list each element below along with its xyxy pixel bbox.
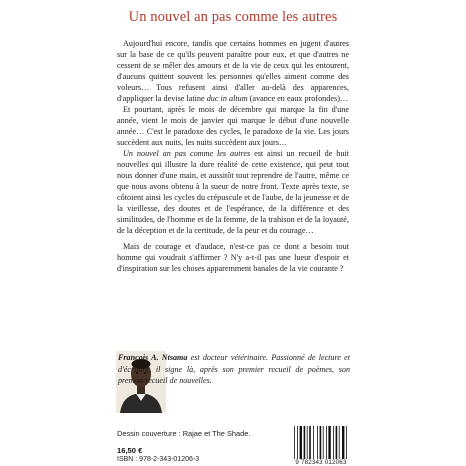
barcode-bar [328, 426, 330, 459]
barcode-bar [307, 426, 308, 459]
barcode-bar [309, 426, 311, 459]
cover-credit: Dessin couverture : Rajae et The Shade. [117, 429, 251, 438]
barcode-bar [326, 426, 327, 459]
barcode-bar [320, 426, 322, 459]
back-cover-text [117, 38, 349, 274]
author-bio-text: est docteur vétérinaire. Passionné de lecture et d'écriture, il signe là, après son premier recueil de poèmes, son premier recueil de nouvelles. [118, 353, 350, 385]
barcode-bar [346, 426, 347, 459]
paragraph-2: Et pourtant, après le mois de décembre qui marque la fin d'une année, vient le mois de janvier qui marque le début d'une nouvelle année… C'est le paradoxe des cycles, le paradoxe de la vie. Les jours succèdent aux nuits, les nuits succèdent aux jours… [117, 105, 349, 147]
barcode-number: 9 782343 012063 [292, 459, 350, 466]
author-bio [118, 352, 350, 387]
isbn: ISBN : 978-2-343-01206-3 [117, 456, 200, 463]
paragraph-1-end: (avance en eaux profondes)… [247, 94, 349, 103]
barcode-bar [339, 426, 340, 459]
book-title: Un nouvel an pas comme les autres [128, 9, 338, 25]
barcode-bar [294, 426, 295, 459]
barcode-icon [292, 426, 350, 459]
paragraph-3 [117, 148, 349, 236]
paragraph-3-text: est ainsi un recueil de huit nouvelles qui illustre la dure réalité de cette existence, qui peut tout nous donner d'une main, et aussitôt tout reprendre de l'autre, même ce que nous avons obtenu à la sueur de notre front. Texte après texte, se côtoient ainsi les cycles du crépuscule et de l'aube, de la jeunesse et de la vieillesse, des doutes et de l'espérance, de la différence et des similitudes, de l'homme et de la femme, de la trahison et de la loyauté, de la déception et de la certitude, de la peur et du courage… [117, 149, 350, 235]
barcode-bar [333, 426, 334, 459]
barcode [292, 426, 350, 466]
barcode-bar [313, 426, 314, 459]
paragraph-1-text: Aujourd'hui encore, tandis que certains hommes en jugent d'autres sur la base de ce qu'ils peuvent paraître pour eux, et que d'autres ne cessent de se mêler des amours et de la vie de ceux qui les entourent, d'aucuns quittent souvent les personnes qu'elles aiment comme des voleurs… Tous refusent ainsi d'aller au-delà des apparences, d'appliquer la devise latine [117, 39, 349, 103]
price: 16,50 € [117, 446, 143, 455]
book-title-inline: Un nouvel an pas comme les autres [123, 149, 251, 158]
barcode-bar [323, 426, 324, 459]
barcode-bar [317, 426, 318, 459]
latin-motto: duc in altum [206, 94, 248, 103]
barcode-bar [304, 426, 306, 459]
author-name: François A. Ntsama [118, 353, 188, 362]
barcode-bar [300, 426, 302, 459]
barcode-bar [297, 426, 298, 459]
barcode-bar [342, 426, 344, 459]
paragraph-4: Mais de courage et d'audace, n'est-ce pas ce dont a besoin tout homme qui voudrait s'affirmer ? N'y a-t-il pas une lueur d'espoir et d'inspiration sur les choses apparemment banales de la vie courante ? [117, 242, 349, 273]
barcode-bar [336, 426, 338, 459]
paragraph-1 [117, 38, 349, 104]
